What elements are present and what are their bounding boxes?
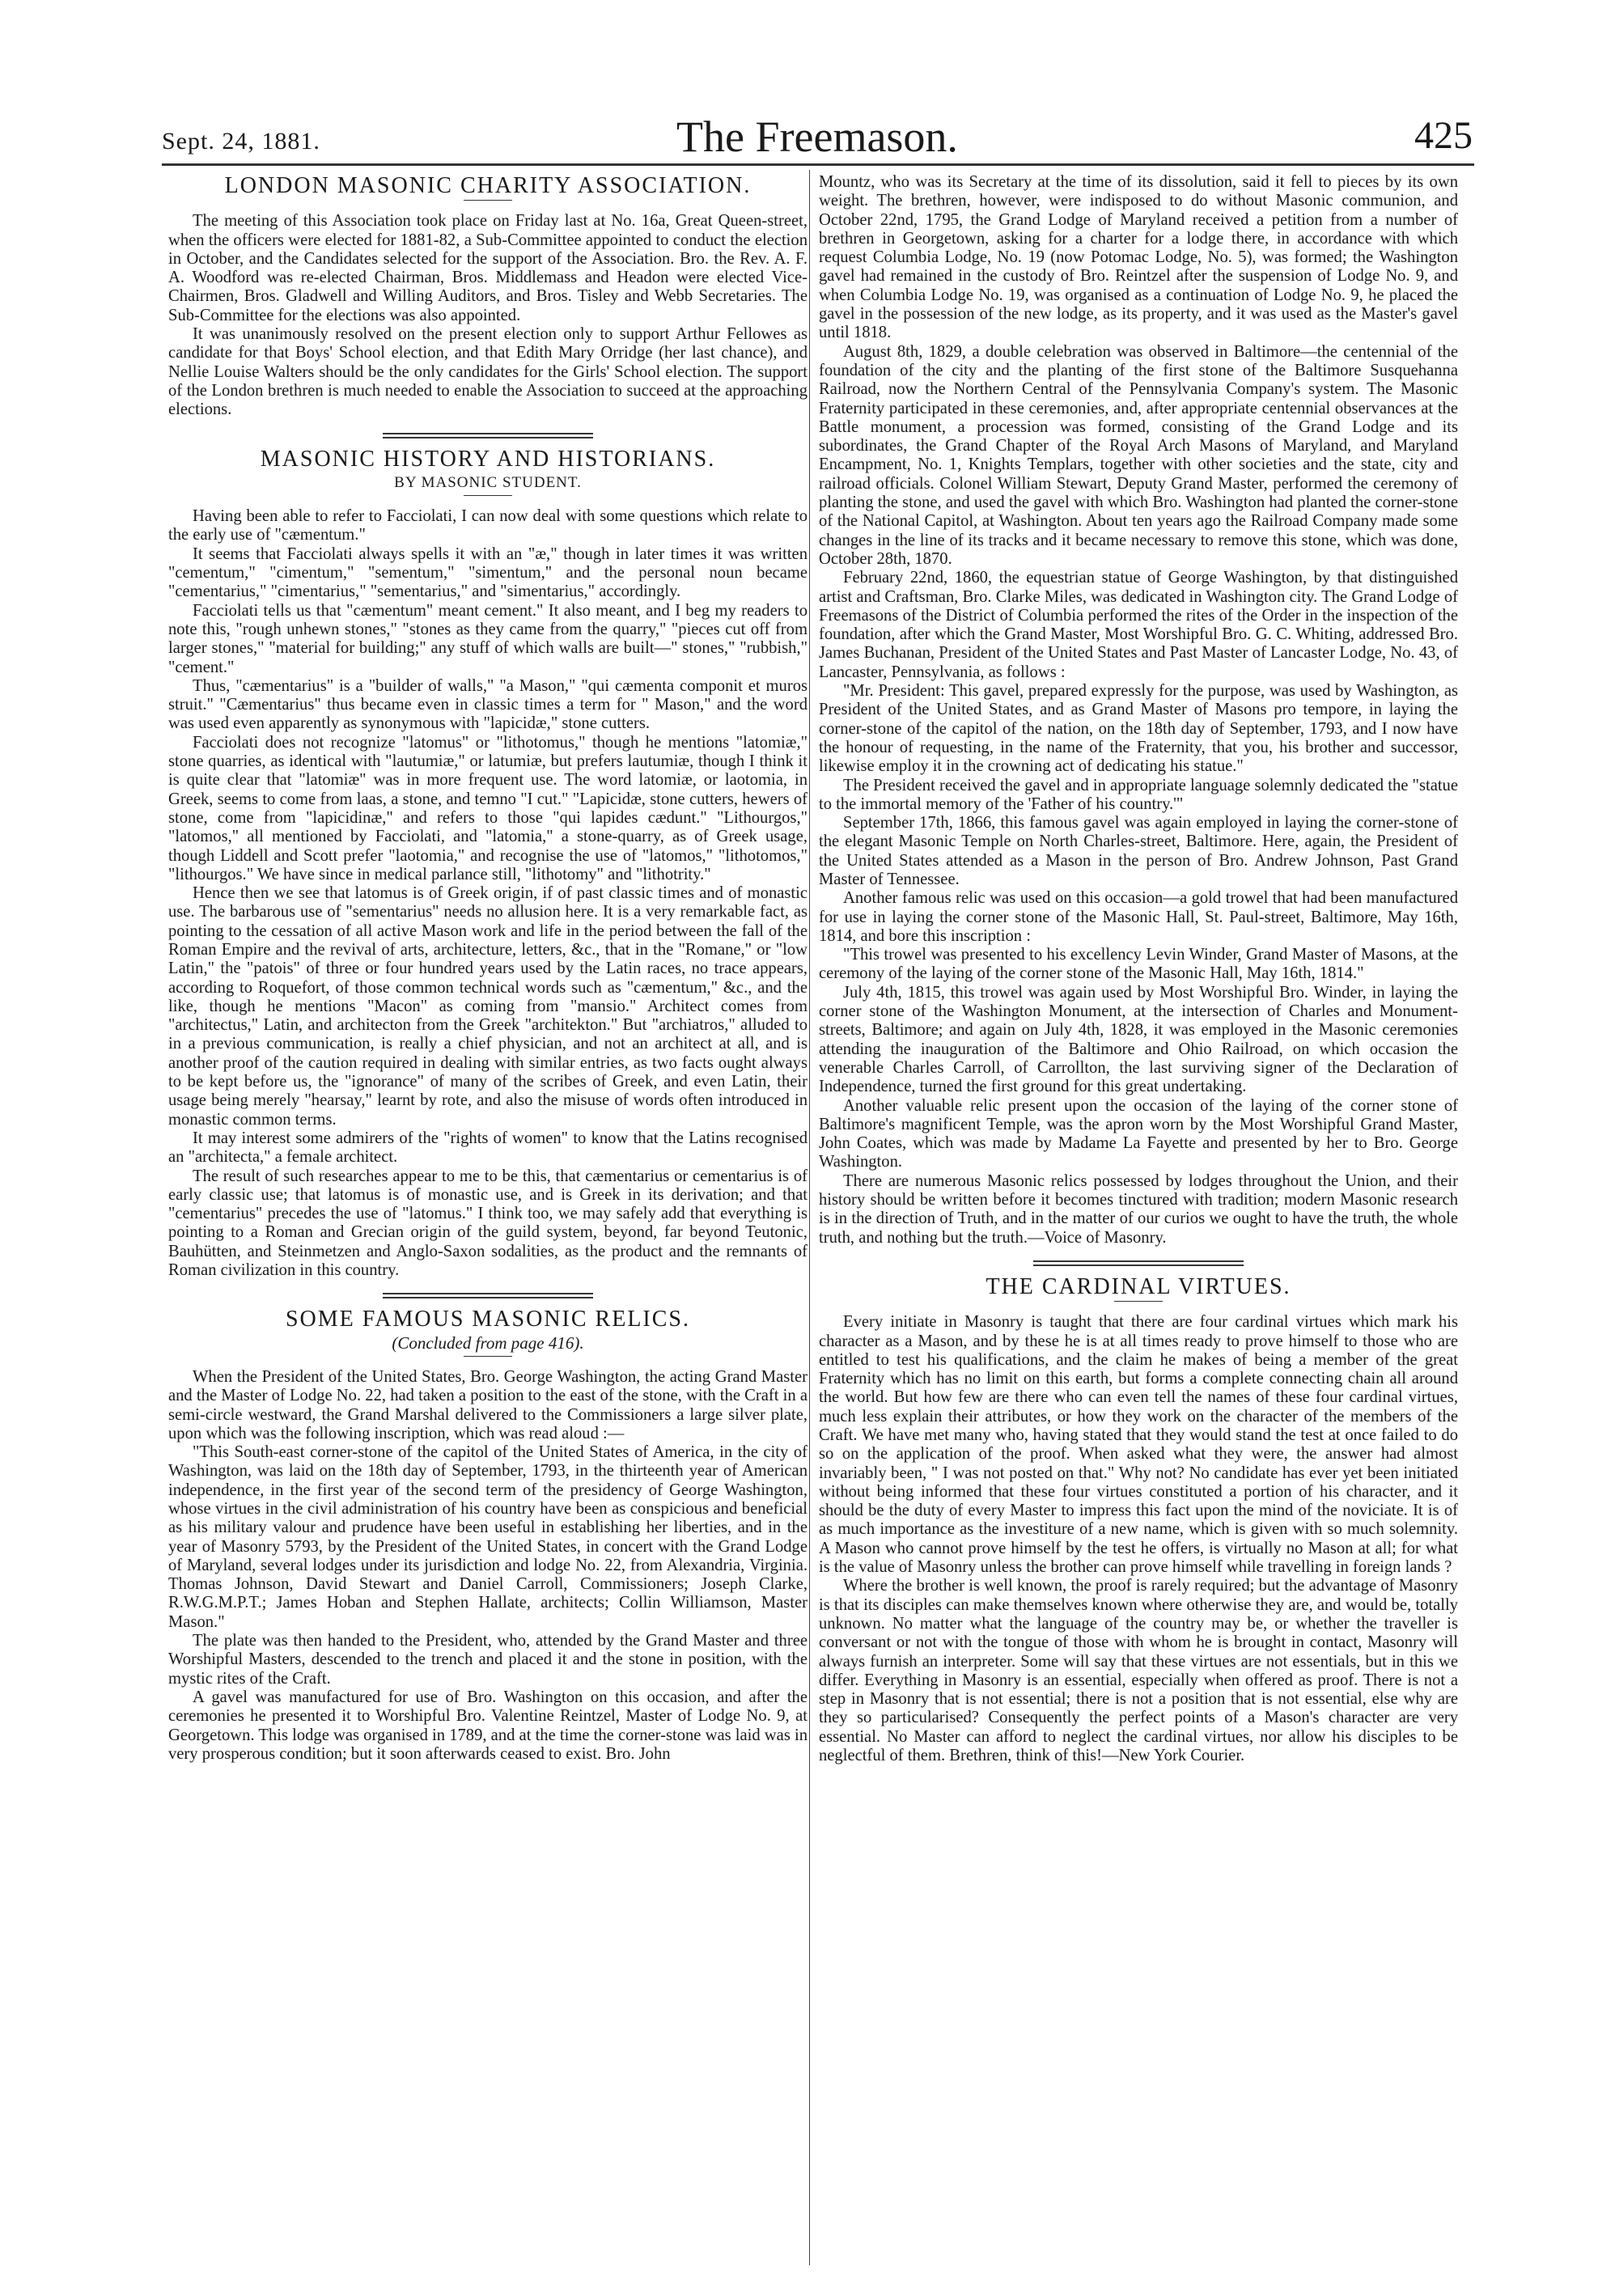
paragraph: Every initiate in Masonry is taught that there are four cardinal virtues which mark his character as a Mason, and by these he is at all times ready to prove himself to those who are entitled to test his qualifications, and the claim he makes of being a member of the great Fraternity which has no limit on this earth, but forms a complete connecting chain all around the world. But how few are there who can even tell the names of these four cardinal virtues, much less explain their attributes, or how they work on the character of the members of the Craft. We have met many who, having stated that they would stand the test at once failed to do so on the application of the proof. When asked what they were, the answer had almost invariably been, " I was not posted on that." Why not? No candidate has ever yet been initiated without being informed that these four virtues constituted a portion of his character, and it should be the duty of every Master to impress this fact upon the mind of the noviciate. It is of as much importance as the investiture of a new name, which is given with so much solemnity. A Mason who cannot prove himself by the test he offers, is virtually no Mason at all; for what is the value of Masonry unless the brother can prove himself while travelling in foreign lands ? (819, 1313, 1458, 1577)
paragraph: "This trowel was presented to his excellency Levin Winder, Grand Master of Masons, at the ceremony of the laying of the corner stone of the Masonic Hall, May 16th, 1814." (819, 946, 1458, 983)
article-subhead: (Concluded from page 416). (392, 1332, 584, 1353)
article-body-relics (168, 1368, 808, 1764)
paragraph: Having been able to refer to Facciolati, I can now deal with some questions which relate to the early use of "cæmentum." (168, 507, 808, 544)
article-body-history (168, 507, 808, 1280)
paragraph: September 17th, 1866, this famous gavel was again employed in laying the corner-stone of the elegant Masonic Temple on North Charles-street, Baltimore. Here, again, the President of the United States attended as a Mason in the person of Bro. Andrew Johnson, Past Grand Master of Tennessee. (819, 814, 1458, 888)
article-divider (383, 433, 593, 438)
column-separator (809, 170, 810, 2265)
paragraph: Hence then we see that latomus is of Greek origin, if of past classic times and of monastic use. The barbarous use of "sementarius" needs no allusion here. It is a very remarkable fact, as pointing to the cessation of all active Mason work and life in the period between the fall of the Roman Empire and the revival of arts, architecture, letters, &c., that in the "Romane," or "low Latin," the "patois" of three or four hundred years used by the Latin races, no trace appears, according to Roquefort, of those common technical words such as "cæmentum," &c., and the like, though he mentions "Macon" as coming from "mansio." Architect comes from "architectus," Latin, and architecton from the Greek "architekton." But "archiatros," alluded to in a previous communication, is really a chief physician, and not an architect at all, and is another proof of the caution required in dealing with similar entries, as two facts ought always to be kept before us, the "ignorance" of many of the scribes of Greek, and even Latin, their usage being merely "hearsay," learnt by rote, and also the misuse of words often introduced in monastic common terms. (168, 884, 808, 1129)
paragraph: A gavel was manufactured for use of Bro. Washington on this occasion, and after the ceremonies he presented it to Worshipful Bro. Valentine Reintzel, Master of Lodge No. 9, at Georgetown. This lodge was organised in 1789, and at the time the corner-stone was laid was in very prosperous condition; but it soon afterwards ceased to exist. Bro. John (168, 1688, 808, 1763)
paragraph: "Mr. President: This gavel, prepared expressly for the purpose, was used by Washington, as President of the United States, and as Grand Master of Masons pro tempore, in laying the corner-stone of the capitol of the nation, on the 18th day of September, 1793, and I now have the honour of requesting, in the name of the Fraternity, that you, his brother and successor, likewise employ it in the crowning act of dedicating his statue." (819, 682, 1458, 776)
page-number: 425 (1414, 114, 1473, 157)
heading-rule (464, 1356, 512, 1357)
issue-date: Sept. 24, 1881. (162, 128, 320, 155)
paragraph: The result of such researches appear to me to be this, that cæmentarius or cementarius is of early classic use; that latomus is of monastic use, and is Greek in its derivation; and that "cementarius" precedes the use of "latomus." I think too, we may safely add that everything is pointing to a Roman and Grecian origin of the guild system, beyond, far beyond Teutonic, Bauhütten, and Steinmetzen and Anglo-Saxon sodalities, as the product and the remnants of Roman civilization in this country. (168, 1167, 808, 1280)
paragraph: Where the brother is well known, the proof is rarely required; but the advantage of Masonry is that its disciples can make themselves known where otherwise they are, and would be, totally unknown. No matter what the language of the country may be, or whether the traveller is conversant or not with the tongue of those with whom he is brought in contact, Masonry will always furnish an interpreter. Some will say that these virtues are not essentials, but in this we differ. Everything in Masonry is an essential, especially when offered as proof. There is not a step in Masonry that is not essential; there is not a position that is not essential, else why are they so particularised? Consequently the perfect points of a Mason's character are very essential. No Master can afford to neglect the cardinal virtues, nor allow his disciples to be neglectful of them. Brethren, think of this!—New York Courier. (819, 1577, 1458, 1765)
article-divider (1033, 1260, 1244, 1266)
paragraph: The President received the gavel and in appropriate language solemnly dedicated the "statue to the immortal memory of the 'Father of his country.'" (819, 776, 1458, 813)
article-body-charity (168, 212, 808, 419)
paragraph: Facciolati tells us that "cæmentum" meant cement." It also meant, and I beg my readers to note this, "rough unhewn stones," "stones as they came from the quarry," "pieces cut off from larger stones," "material for building;" any stuff of which walls are built—" stones," "rubbish," "cement." (168, 601, 808, 676)
paragraph: "This South-east corner-stone of the capitol of the United States of America, in the city of Washington, was laid on the 18th day of September, 1793, in the thirteenth year of American independence, in the first year of the second term of the presidency of George Washington, whose virtues in the civil administration of his country have been as conspicious and beneficial as his military valour and prudence have been useful in establishing her liberties, and in the year of Masonry 5793, by the President of the United States, in concert with the Grand Lodge of Maryland, several lodges under its jurisdiction and lodge No. 22, from Alexandria, Virginia. Thomas Johnson, David Stewart and Daniel Carroll, Commissioners; Joseph Clarke, R.W.G.M.P.T.; James Hoban and Stephen Hallate, architects; Collin Williamson, Master Mason." (168, 1443, 808, 1631)
article-heading-virtues: THE CARDINAL VIRTUES. (986, 1273, 1291, 1299)
heading-rule (1114, 1301, 1163, 1302)
paragraph: August 8th, 1829, a double celebration was observed in Baltimore—the centennial of the foundation of the city and the planting of the first stone of the Baltimore Susquehanna Railroad, now the Northern Central of the Pennsylvania Company's system. The Masonic Fraternity participated in these ceremonies, and, after appropriate centennial observances at the Battle monument, a procession was formed, consisting of the Grand Lodge and its subordinates, the Grand Chapter of the Royal Arch Masons of Maryland, and Maryland Encampment, No. 1, Knights Templars, together with other societies and the state, city and railroad officials. Colonel William Stewart, Deputy Grand Master, performed the ceremony of planting the stone, and used the gavel with which Bro. Washington had planted the corner-stone of the National Capitol, at Washington. About ten years ago the Railroad Company made some changes in the line of its tracks and it became necessary to remove this stone, which was done, October 28th, 1870. (819, 342, 1458, 568)
article-heading-relics: SOME FAMOUS MASONIC RELICS. (285, 1307, 690, 1332)
heading-rule (464, 200, 512, 201)
article-heading-history: MASONIC HISTORY AND HISTORIANS. (260, 446, 716, 472)
article-divider (383, 1293, 593, 1298)
article-heading-charity: LONDON MASONIC CHARITY ASSOCIATION. (224, 173, 752, 198)
heading-rule (464, 495, 512, 496)
paragraph: When the President of the United States, Bro. George Washington, the acting Grand Master and the Master of Lodge No. 22, had taken a position to the east of the stone, with the Craft in a semi-circle westward, the Grand Marshal delivered to the Commissioners a large silver plate, upon which was the following inscription, which was read aloud :— (168, 1367, 808, 1442)
article-byline: BY MASONIC STUDENT. (394, 473, 582, 491)
masthead-rule (162, 163, 1474, 166)
article-body-virtues (819, 1313, 1458, 1765)
paragraph: The meeting of this Association took place on Friday last at No. 16a, Great Queen-street, when the officers were elected for 1881-82, a Sub-Committee appointed to conduct the election in October, and the Candidates selected for the support of the Association. Bro. the Rev. A. F. A. Woodford was re-elected Chairman, Bros. Middlemass and Headon were elected Vice-Chairmen, Bros. Gladwell and Willing Auditors, and Bros. Tisley and Webb Secretaries. The Sub-Committee for the elections was also appointed. (168, 212, 808, 324)
paragraph: Another famous relic was used on this occasion—a gold trowel that had been manufactured for use in laying the corner stone of the Masonic Hall, St. Paul-street, Baltimore, May 16th, 1814, and bore this inscription : (819, 889, 1458, 945)
article-body-relics-continued (819, 173, 1458, 1248)
paragraph: February 22nd, 1860, the equestrian statue of George Washington, by that distinguished artist and Craftsman, Bro. Clarke Miles, was dedicated in Washington city. The Grand Lodge of Freemasons of the District of Columbia performed the rites of the Order in the inspection of the foundation, after which the Grand Master, Most Worshipful Bro. G. C. Whiting, addressed Bro. James Buchanan, President of the United States and Past Master of Lancaster Lodge, No. 43, of Lancaster, Pennsylvania, as follows : (819, 569, 1458, 681)
paragraph: There are numerous Masonic relics possessed by lodges throughout the Union, and their history should be written before it becomes tinctured with tradition; modern Masonic research is in the direction of Truth, and in the matter of our curios we ought to have the truth, the whole truth, and nothing but the truth.—Voice of Masonry. (819, 1171, 1458, 1247)
right-column (819, 173, 1458, 1765)
paragraph: It was unanimously resolved on the present election only to support Arthur Fellowes as candidate for that Boys' School election, and that Edith Mary Orridge (her last chance), and Nellie Louise Walters should be the only candidates for the Girls' School election. The support of the London brethren is much needed to enable the Association to succeed at the approaching elections. (168, 325, 808, 419)
paragraph: Thus, "cæmentarius" is a "builder of walls," "a Mason," "qui cæmenta componit et muros struit." "Cæmentarius" thus became even in classic times a term for " Mason," and the word was used even apparently as synonymous with "lapicidæ," stone cutters. (168, 676, 808, 733)
newspaper-title: The Freemason. (676, 112, 958, 161)
paragraph: Facciolati does not recognize "latomus" or "lithotomus," though he mentions "latomiæ," stone quarries, as identical with "lautumiæ," or latumiæ, but prefers lautumiæ, though I think it is quite clear that "latomiæ" was in more frequent use. The word latomiæ, or laotomia, in Greek, seems to come from laas, a stone, and temno "I cut." "Lapicidæ, stone cutters, hewers of stone, come from "lapicidinæ," and refers to those "qui lapides cædunt." "Lithourgos," "latomos," all mentioned by Facciolati, and "latomia," a stone-quarry, as of Greek usage, though Liddell and Scott prefer "laotomia," and recognise the use of "latomos," "lithotomos," "lithourgos." We have since in medical parlance still, "lithotomy" and "lithotrity." (168, 733, 808, 883)
left-column (168, 173, 808, 1764)
paragraph: Another valuable relic present upon the occasion of the laying of the corner stone of Baltimore's magnificent Temple, was the apron worn by the Most Worshipful Grand Master, John Coates, which was made by Madame La Fayette and presented by her to Bro. George Washington. (819, 1096, 1458, 1171)
paragraph: The plate was then handed to the President, who, attended by the Grand Master and three Worshipful Masters, descended to the trench and placed it and the stone in position, with the mystic rites of the Craft. (168, 1632, 808, 1688)
paragraph: It seems that Facciolati always spells it with an "æ," though in later times it was written "cementum," "cimentum," "sementum," "simentum," and the personal noun became "cementarius," "cimentarius," "sementarius," and "simentarius," accordingly. (168, 544, 808, 601)
masthead (162, 112, 1473, 160)
paragraph: It may interest some admirers of the "rights of women" to know that the Latins recognised an "architecta," a female architect. (168, 1129, 808, 1167)
paragraph: Mountz, who was its Secretary at the time of its dissolution, said it fell to pieces by its own weight. The brethren, however, were indisposed to do without Masonic communion, and October 22nd, 1795, the Grand Lodge of Maryland received a petition from a number of brethren in Georgetown, asking for a charter for a lodge there, in accordance with which request Columbia Lodge, No. 19 (now Potomac Lodge, No. 5), was formed; the Washington gavel had remained in the custody of Bro. Reintzel after the suspension of Lodge No. 9, and when Columbia Lodge No. 19, was organised as a continuation of Lodge No. 9, he placed the gavel in the possession of the new lodge, as its property, and it was used as the Master's gavel until 1818. (819, 173, 1458, 342)
paragraph: July 4th, 1815, this trowel was again used by Most Worshipful Bro. Winder, in laying the corner stone of the Washington Monument, at the intersection of Charles and Monument-streets, Baltimore; and again on July 4th, 1828, it was employed in the Masonic ceremonies attending the inauguration of the Baltimore and Ohio Railroad, on which occasion the venerable Charles Carroll, of Carrollton, the last surviving signer of the Declaration of Independence, turned the first ground for this great undertaking. (819, 983, 1458, 1096)
